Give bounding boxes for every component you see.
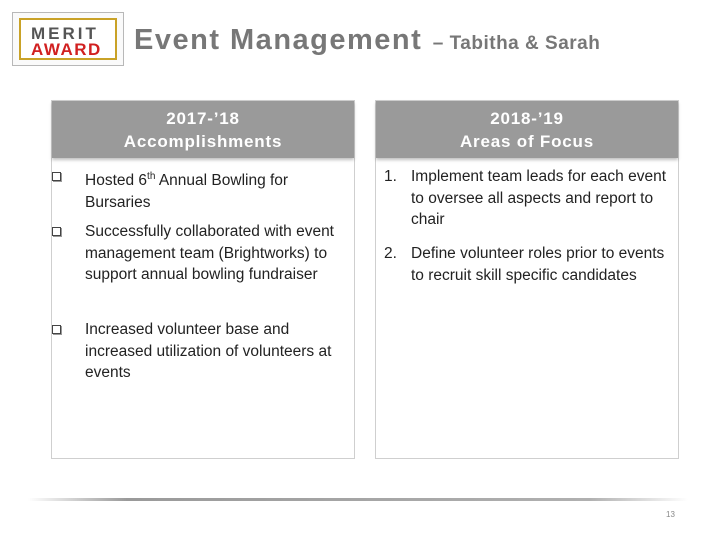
logo-text-award: AWARD [31,40,102,59]
logo-frame [19,18,117,60]
title-subtitle: – Tabitha & Sarah [432,33,601,54]
accomplishment-1-superscript: th [147,171,156,182]
focus-item-1 [384,166,679,231]
focus-item-1-number: 1. [384,168,397,185]
focus-item-2 [384,243,679,286]
page-title [134,24,600,57]
page-number: 13 [666,510,675,519]
accomplishment-3-text: Increased volunteer base and increased utilization of volunteers at events [85,321,332,381]
accomplishments-heading-year: 2017-’18 [166,109,240,128]
logo-text-merit: MERIT [31,24,99,43]
accomplishment-item-3 [85,319,347,384]
focus-item-1-text: Implement team leads for each event to oversee all aspects and report to chair [411,168,667,228]
square-bullet-icon [52,325,61,334]
accomplishments-heading-label: Accomplishments [123,132,283,151]
square-bullet-icon [52,227,61,236]
merit-award-logo [12,12,124,66]
accomplishment-1-text-end: Annual Bowling for Bursaries [85,172,289,211]
focus-heading-label: Areas of Focus [459,132,594,151]
focus-item-2-number: 2. [384,245,397,262]
square-bullet-icon [52,172,61,181]
focus-heading [376,101,678,158]
accomplishments-heading [52,101,354,158]
accomplishment-1-text-start: Hosted 6 [85,172,148,190]
accomplishment-2-text: Successfully collaborated with event management team (Brightworks) to support annual bowling fundraiser [85,223,334,283]
title-main: Event Management [134,24,423,56]
accomplishment-item-2 [85,221,347,286]
focus-heading-year: 2018-’19 [490,109,564,128]
accomplishment-item-1 [85,166,347,213]
footer-divider [28,498,688,501]
focus-item-2-text: Define volunteer roles prior to events to recruit skill specific candidates [411,245,665,284]
